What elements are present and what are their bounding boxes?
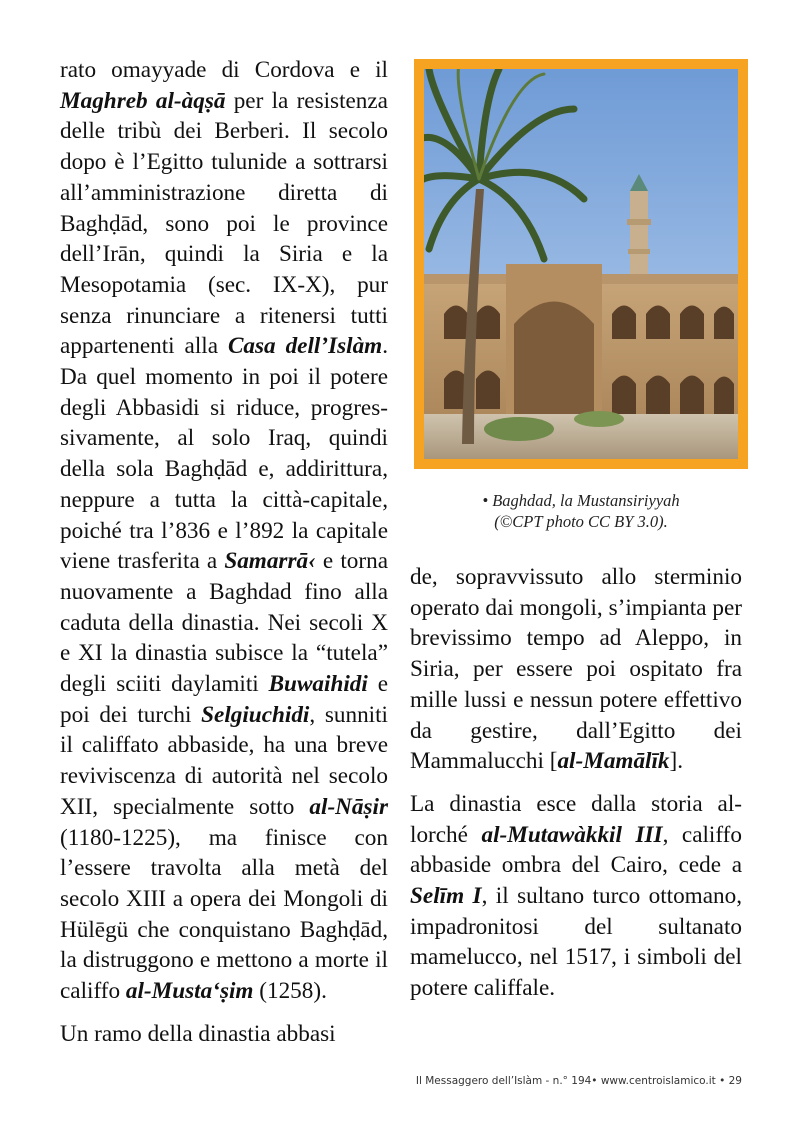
text-run: per la resistenza delle tribù dei Berberi. Il secolo dopo è l’Egitto tulunide a sottrarsi all’amministrazione diretta di Baghḍād, sono poi le province dell’Irān, quindi la Siria e la Mesopotamia (sec. IX-X), pur senza rinunciare a ritenersi tutti appartenenti alla (60, 87, 388, 360)
text-run: Un ramo della dinastia abbasi (60, 1020, 336, 1047)
text-run: , califfo abbaside ombra del Cairo, cede a (410, 821, 742, 879)
emphasized-term: Selīm I (410, 883, 482, 910)
caption-line: • Baghdad, la Mustansiriyyah (482, 491, 680, 510)
text-run: (1180-1225), ma finisce con l’essere travolta alla metà del secolo XIII a opera dei Mongoli di Hülēgü che conquistano Baghḍād, la distruggono e mettono a morte il califfo (60, 824, 388, 1005)
right-text-column (410, 562, 742, 1004)
paragraph (410, 562, 742, 777)
paragraph (410, 789, 742, 1004)
page-footer: Il Messaggero dell’Islàm - n.° 194• www.centroislamico.it • 29 (415, 1075, 742, 1087)
text-run: . Da quel momento in poi il potere degli Abbasidi si riduce, progressivamente, al solo Iraq, quindi della sola Baghḍād e, addirittura, neppure a tutta la città-capitale, poiché tra l’836 e l’892 la capitale viene trasferita a (60, 333, 389, 575)
text-run: ]. (669, 748, 684, 775)
mustansiriyyah-photo (424, 69, 738, 459)
text-run: , sunniti il califfato abbaside, ha una breve reviviscenza di autorità nel secolo XII, specialmente sotto (60, 701, 388, 820)
text-run: e torna nuovamente a Baghdad fino alla caduta della dinastia. Nei secoli X e XI la dinastia subisce la “tutela” degli sciiti daylamiti (60, 548, 389, 698)
text-run: rato omayyade di Cordova e il (60, 57, 388, 83)
emphasized-term: al-Mamālīk (557, 748, 670, 775)
paragraph (60, 1019, 388, 1050)
emphasized-term: al-Musta‘ṣim (125, 978, 254, 1005)
emphasized-term: al-Nāṣir (309, 793, 388, 820)
emphasized-term: Buwaihidi (268, 671, 368, 698)
photo-caption (414, 490, 748, 532)
text-run: La dinastia esce dalla storia allorché (410, 790, 742, 848)
left-text-column (60, 55, 388, 1050)
paragraph (60, 55, 388, 1007)
emphasized-term: Maghreb al-àqṣā (60, 87, 226, 114)
text-run: , il sultano turco ottomano, impadronitosi del sultanato mamelucco, nel 1517, i simboli del potere califfale. (410, 883, 742, 1002)
text-run: (1258). (253, 978, 327, 1005)
emphasized-term: Casa dell’Islàm (227, 333, 383, 360)
emphasized-term: al-Mutawàkkil III (481, 821, 663, 848)
emphasized-term: Samarrā‹ (224, 548, 316, 575)
text-run: de, sopravvissuto allo sterminio operato dai mongoli, s’impianta per brevissimo tempo ad Aleppo, in Siria, per essere poi ospitato fra mille lussi e nessun potere effettivo da gestire, dall’Egitto dei Mammalucchi [ (410, 564, 742, 775)
photo-frame (414, 59, 748, 469)
text-run: e poi dei turchi (60, 671, 388, 728)
caption-credit: (©CPT photo CC BY 3.0). (494, 512, 668, 531)
emphasized-term: Selgiuchidi (201, 701, 310, 728)
